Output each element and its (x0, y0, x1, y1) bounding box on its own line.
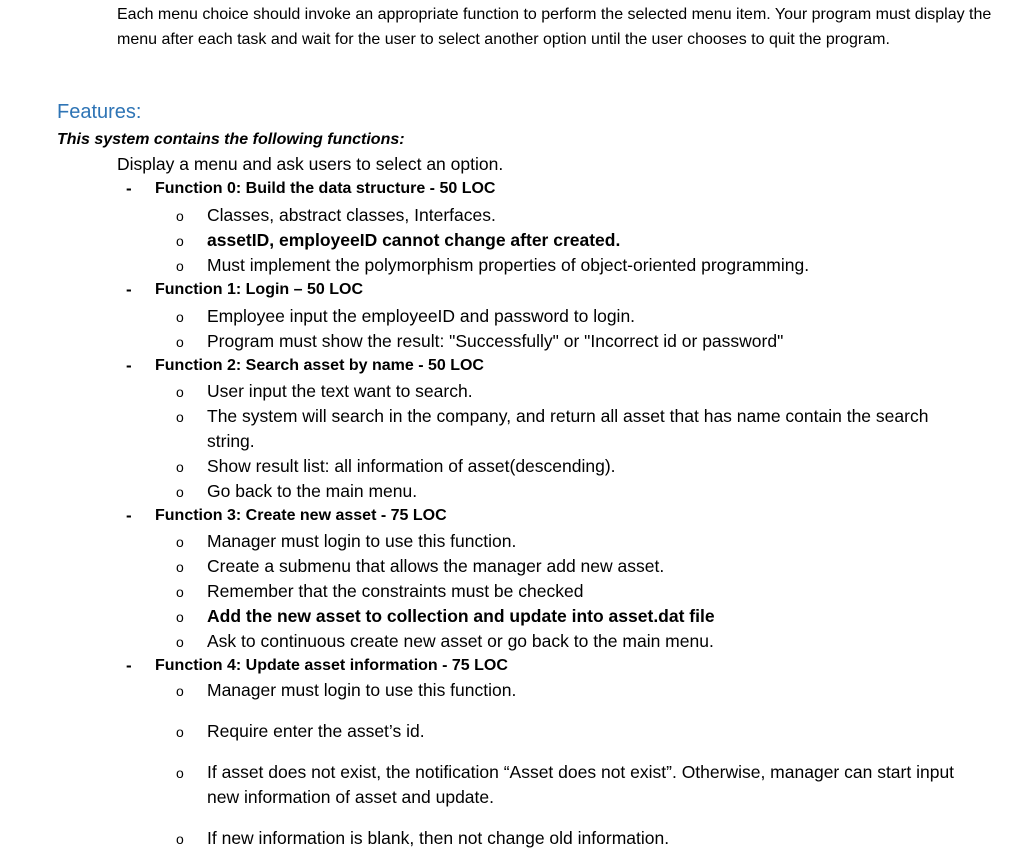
function-4-title: Function 4: Update asset information - 75 LOC (155, 657, 508, 674)
bullet-icon: o (176, 208, 184, 224)
function-0-item: Classes, abstract classes, Interfaces. (207, 205, 496, 225)
bullet-icon: o (176, 683, 184, 699)
bullet-icon: o (176, 634, 184, 650)
function-2-item: Go back to the main menu. (207, 481, 418, 501)
bullet-icon: o (176, 484, 184, 500)
dash-bullet: - (126, 656, 132, 675)
bullet-icon: o (176, 765, 184, 781)
function-3-item: Manager must login to use this function. (207, 531, 517, 551)
function-3-item: Ask to continuous create new asset or go back to the main menu. (207, 631, 714, 651)
function-0-item: Must implement the polymorphism properties of object-oriented programming. (207, 255, 810, 275)
bullet-icon: o (176, 559, 184, 575)
dash-bullet: - (126, 280, 132, 299)
bullet-icon: o (176, 233, 184, 249)
function-4-item: Manager must login to use this function. (207, 680, 517, 700)
function-1-item: Program must show the result: "Successfully" or "Incorrect id or password" (207, 331, 784, 351)
function-2-item: The system will search in the company, and return all asset that has name contain the search string. (207, 406, 929, 451)
function-2-item: User input the text want to search. (207, 381, 473, 401)
function-3-item: Add the new asset to collection and update into asset.dat file (207, 606, 715, 626)
bullet-icon: o (176, 409, 184, 425)
function-4-item: If asset does not exist, the notification “Asset does not exist”. Otherwise, manager can start input new information of asset and update. (207, 762, 955, 807)
bullet-icon: o (176, 534, 184, 550)
dash-bullet: - (126, 506, 132, 525)
bullet-icon: o (176, 384, 184, 400)
function-1-item: Employee input the employeeID and password to login. (207, 306, 636, 326)
function-2-title: Function 2: Search asset by name - 50 LOC (155, 357, 484, 374)
menu-instruction: Display a menu and ask users to select an option. (117, 154, 504, 174)
bullet-icon: o (176, 609, 184, 625)
function-4-item: Require enter the asset’s id. (207, 721, 425, 741)
function-3-title: Function 3: Create new asset - 75 LOC (155, 507, 447, 524)
features-heading: Features: (57, 101, 142, 123)
bullet-icon: o (176, 459, 184, 475)
bullet-icon: o (176, 584, 184, 600)
features-subheading: This system contains the following functions: (57, 131, 405, 148)
function-3-item: Remember that the constraints must be checked (207, 581, 584, 601)
function-4-item: If new information is blank, then not change old information. (207, 828, 670, 848)
intro-paragraph: Each menu choice should invoke an appropriate function to perform the selected menu item. Your program must display the menu after each task and wait for the user to select another option until the user chooses to quit the program. (117, 6, 992, 48)
function-1-title: Function 1: Login – 50 LOC (155, 281, 363, 298)
dash-bullet: - (126, 179, 132, 198)
bullet-icon: o (176, 258, 184, 274)
dash-bullet: - (126, 356, 132, 375)
bullet-icon: o (176, 334, 184, 350)
function-2-item: Show result list: all information of asset(descending). (207, 456, 616, 476)
function-0-item: assetID, employeeID cannot change after created. (207, 230, 621, 250)
bullet-icon: o (176, 309, 184, 325)
bullet-icon: o (176, 831, 184, 847)
bullet-icon: o (176, 724, 184, 740)
function-3-item: Create a submenu that allows the manager add new asset. (207, 556, 665, 576)
function-0-title: Function 0: Build the data structure - 50 LOC (155, 180, 496, 197)
